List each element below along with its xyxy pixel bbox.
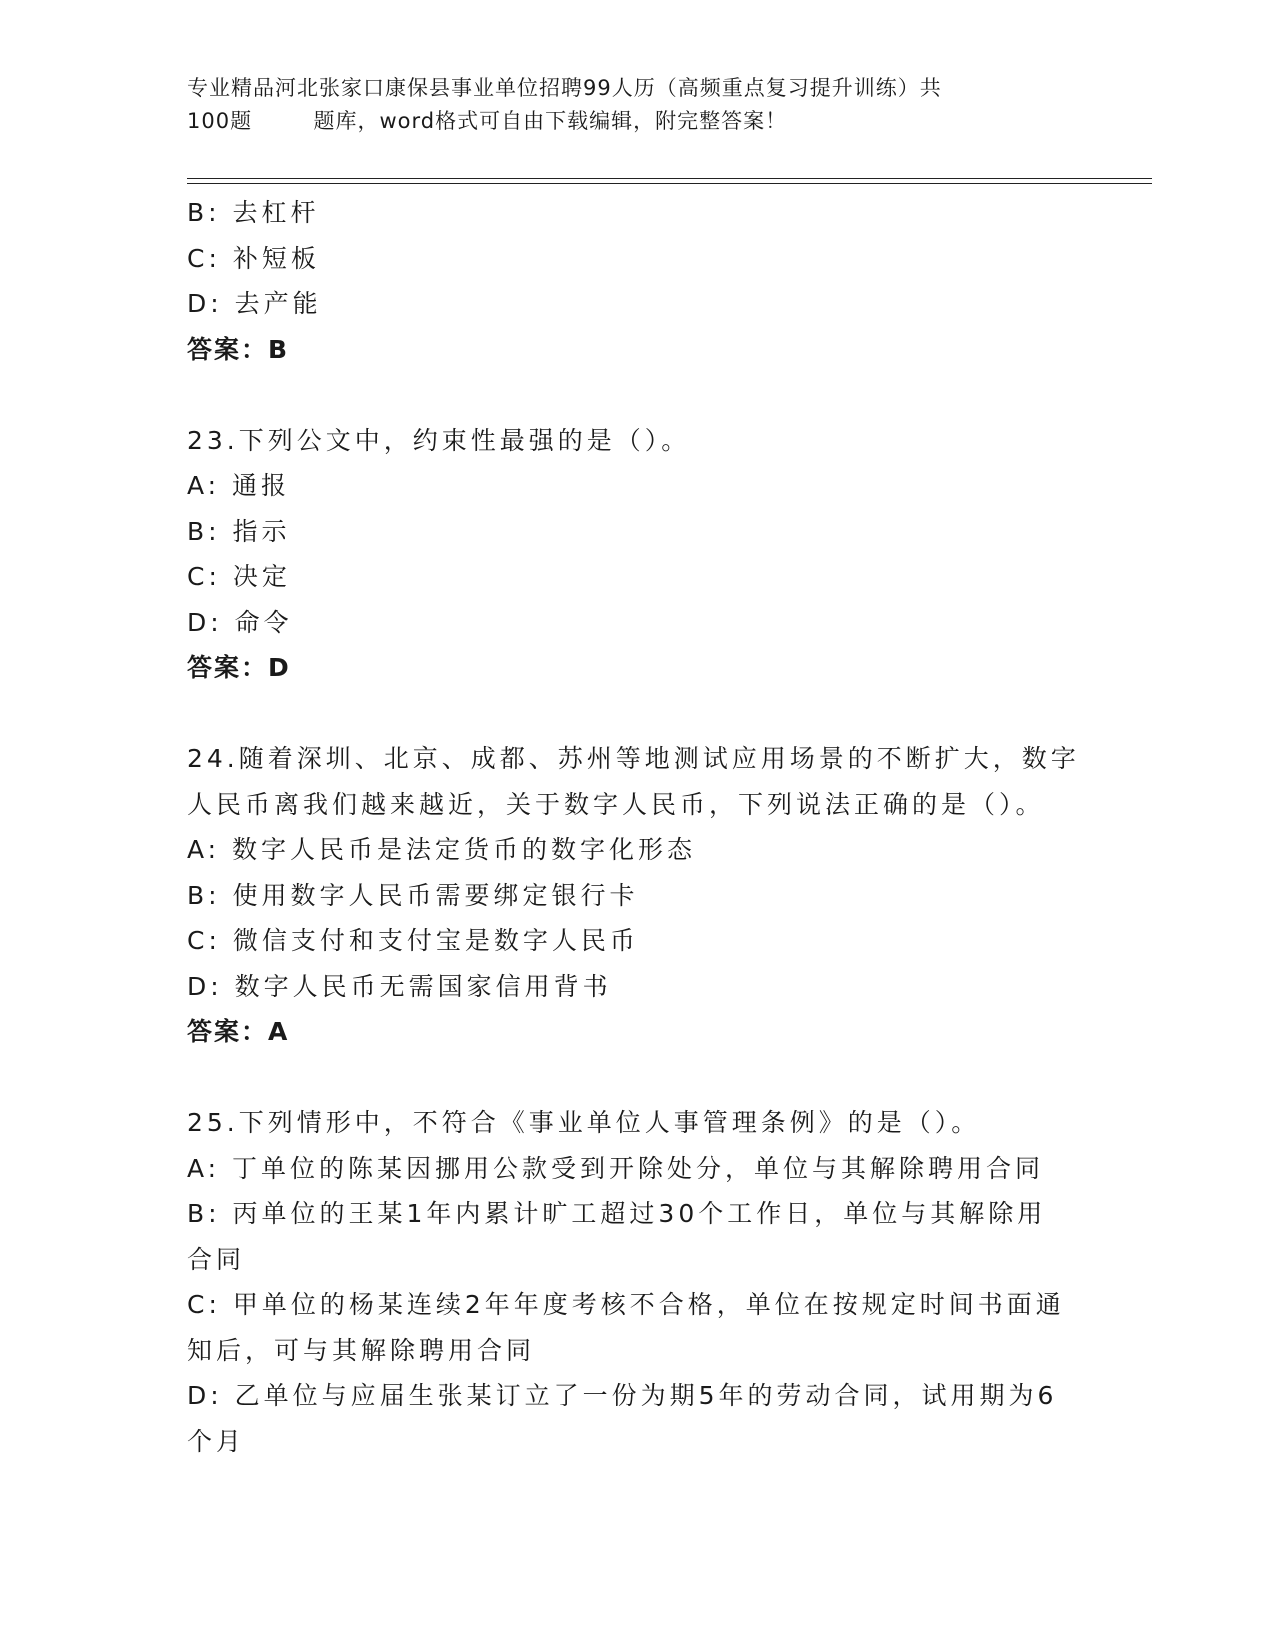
answer-q24: 答案：A — [187, 1017, 290, 1046]
question-24-line-2: 人民币离我们越来越近，关于数字人民币，下列说法正确的是（）。 — [187, 789, 1045, 819]
header-divider-top — [187, 178, 1152, 179]
option-c-q23: C: 决定 — [187, 562, 291, 591]
spacer — [187, 372, 1067, 418]
option-c-q25-line-2: 知后，可与其解除聘用合同 — [187, 1335, 536, 1365]
option-d-q24: D: 数字人民币无需国家信用背书 — [187, 971, 612, 1001]
document-header — [187, 72, 1067, 138]
option-d-q25-line-2: 个月 — [187, 1426, 246, 1456]
option-a-q23: A: 通报 — [187, 471, 291, 500]
option-c-q24: C: 微信支付和支付宝是数字人民币 — [187, 926, 639, 955]
question-25: 25.下列情形中，不符合《事业单位人事管理条例》的是（）。 — [187, 1108, 981, 1137]
spacer — [187, 691, 1067, 737]
option-b-q23: B: 指示 — [187, 516, 291, 546]
option-a-q25: A: 丁单位的陈某因挪用公款受到开除处分，单位与其解除聘用合同 — [187, 1153, 1045, 1183]
question-content — [187, 190, 1080, 1464]
option-b-q24: B: 使用数字人民币需要绑定银行卡 — [187, 880, 639, 910]
answer-q23: 答案：D — [187, 653, 291, 682]
option-b-q22: B: 去杠杆 — [187, 198, 320, 227]
option-b-q25-line-1: B: 丙单位的王某1年内累计旷工超过30个工作日，单位与其解除用 — [187, 1199, 1047, 1228]
option-d-q23: D: 命令 — [187, 607, 293, 637]
answer-q22: 答案：B — [187, 334, 290, 364]
option-d-q22: D: 去产能 — [187, 289, 322, 318]
spacer — [187, 1055, 1067, 1101]
option-c-q25-line-1: C: 甲单位的杨某连续2年年度考核不合格，单位在按规定时间书面通 — [187, 1290, 1065, 1319]
option-c-q22: C: 补短板 — [187, 243, 320, 273]
question-24-line-1: 24.随着深圳、北京、成都、苏州等地测试应用场景的不断扩大，数字 — [187, 744, 1080, 773]
option-d-q25-line-1: D: 乙单位与应届生张某订立了一份为期5年的劳动合同，试用期为6 — [187, 1381, 1058, 1410]
header-title-line-1: 专业精品河北张家口康保县事业单位招聘99人历（高频重点复习提升训练）共 — [187, 76, 942, 100]
option-a-q24: A: 数字人民币是法定货币的数字化形态 — [187, 835, 697, 864]
question-23: 23.下列公文中，约束性最强的是（）。 — [187, 425, 691, 455]
header-title-line-2: 100题 题库，word格式可自由下载编辑，附完整答案！ — [187, 109, 788, 133]
header-divider-bottom — [187, 183, 1152, 184]
option-b-q25-line-2: 合同 — [187, 1244, 246, 1274]
